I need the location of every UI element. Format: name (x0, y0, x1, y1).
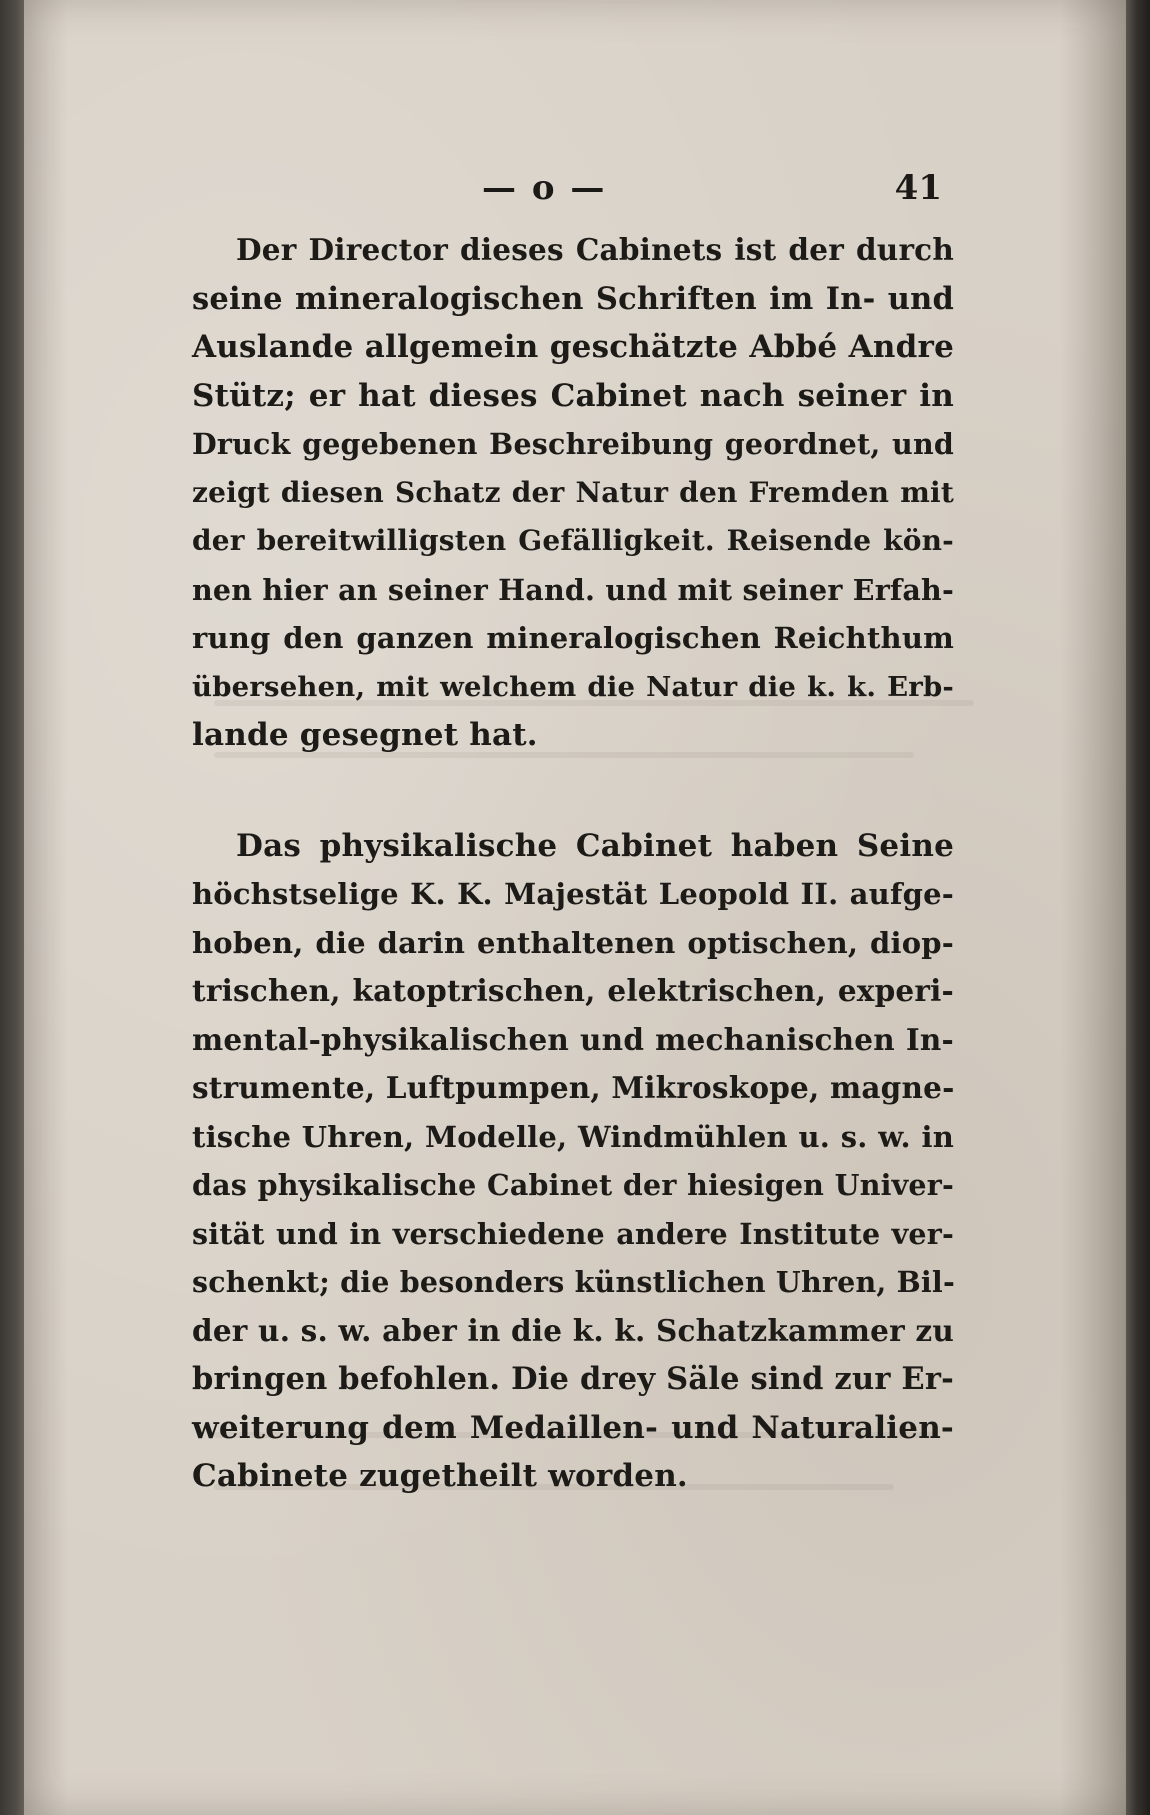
paragraph-physics-cabinet (192, 822, 954, 1501)
text-line: zeigt diesen Schatz der Natur den Fremden mit (192, 475, 954, 509)
text-line: Das physikalische Cabinet haben Seine (236, 827, 954, 864)
text-line: Der Director dieses Cabinets ist der durch (236, 232, 954, 267)
text-line: nen hier an seiner Hand. und mit seiner Erfah- (192, 572, 954, 607)
text-line: seine mineralogischen Schriften im In- und (192, 280, 954, 317)
text-line: sität und in verschiedene andere Institute ver- (192, 1216, 954, 1251)
text-line: übersehen, mit welchem die Natur die k. k. Erb- (192, 670, 954, 703)
body-text (192, 226, 954, 1501)
page-edge (1126, 0, 1150, 1815)
text-line: Druck gegebenen Beschreibung geordnet, und (192, 427, 954, 461)
text-line: strumente, Luftpumpen, Mikroskope, magne- (192, 1070, 955, 1105)
binding-edge (0, 0, 26, 1815)
text-line: der u. s. w. aber in die k. k. Schatzkammer zu (192, 1312, 954, 1348)
text-line: der bereitwilligsten Gefälligkeit. Reisende kön- (192, 524, 954, 557)
header-ornament: — o — (482, 168, 607, 208)
text-line: rung den ganzen mineralogischen Reichthum (192, 621, 954, 655)
text-line: das physikalische Cabinet der hiesigen Univer- (192, 1168, 954, 1202)
text-line: hoben, die darin enthaltenen optischen, diop- (192, 925, 954, 960)
text-line: bringen befohlen. Die drey Säle sind zur Er- (192, 1361, 954, 1397)
text-line: trischen, katoptrischen, elektrischen, experi- (192, 973, 954, 1008)
page-number: 41 (894, 168, 942, 208)
text-line: Stütz; er hat dieses Cabinet nach seiner in (192, 377, 954, 414)
paragraph-gap (192, 760, 954, 822)
text-line: schenkt; die besonders künstlichen Uhren, Bil- (192, 1265, 955, 1299)
paragraph-mineral-cabinet (192, 226, 954, 760)
text-line: weiterung dem Medaillen- und Naturalien- (192, 1409, 954, 1446)
text-line: höchstselige K. K. Majestät Leopold II. aufge- (192, 877, 954, 911)
text-line: tische Uhren, Modelle, Windmühlen u. s. w. in (192, 1119, 954, 1154)
text-line: mental-physikalischen und mechanischen In- (192, 1021, 954, 1057)
running-header (192, 168, 952, 224)
text-line: Cabinete zugetheilt worden. (192, 1458, 688, 1494)
text-line: Auslande allgemein geschätzte Abbé Andre (192, 329, 954, 365)
text-line: lande gesegnet hat. (192, 717, 538, 753)
